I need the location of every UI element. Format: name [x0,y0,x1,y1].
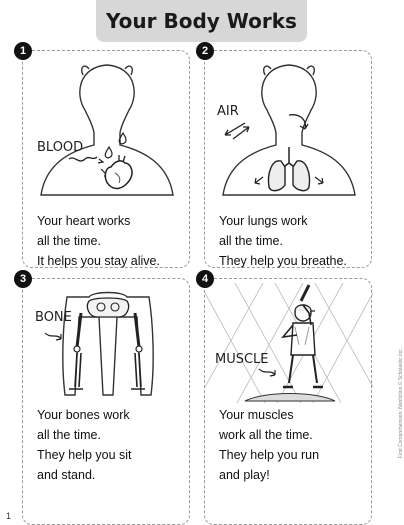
panel-number-badge: 1 [14,42,32,60]
bone-label: BONE [35,310,72,325]
panel-caption [37,211,187,271]
panel-heart [19,45,190,268]
heart-illustration [23,55,191,205]
caption-line: They help you sit [37,448,132,462]
caption-line: all the time. [37,234,101,248]
copyright-credit: First Comprehension: Nonfiction © Scholastic Inc. [397,347,404,459]
panel-caption [37,405,187,485]
caption-line: They help you breathe. [219,254,347,268]
panel-number-badge: 2 [196,42,214,60]
panel-muscles [201,273,372,525]
bones-illustration [23,283,191,403]
panel-caption [219,405,369,485]
caption-line: It helps you stay alive. [37,254,160,268]
caption-line: Your bones work [37,408,130,422]
panel-bones [19,273,190,525]
caption-line: Your heart works [37,214,131,228]
caption-line: and stand. [37,468,96,482]
caption-line: They help you run [219,448,320,462]
caption-line: Your lungs work [219,214,308,228]
air-label: AIR [217,104,239,119]
caption-line: Your muscles [219,408,294,422]
lungs-illustration [205,55,373,205]
blood-label: BLOOD [37,140,84,155]
muscles-illustration [205,283,373,403]
muscle-label: MUSCLE [215,352,269,367]
panel-caption [219,211,369,271]
panel-number-badge: 3 [14,270,32,288]
page-title: Your Body Works [96,0,307,42]
caption-line: all the time. [219,234,283,248]
page-number: 1 [6,511,12,521]
panel-number-badge: 4 [196,270,214,288]
caption-line: and play! [219,468,270,482]
caption-line: work all the time. [219,428,313,442]
panel-lungs [201,45,372,268]
caption-line: all the time. [37,428,101,442]
